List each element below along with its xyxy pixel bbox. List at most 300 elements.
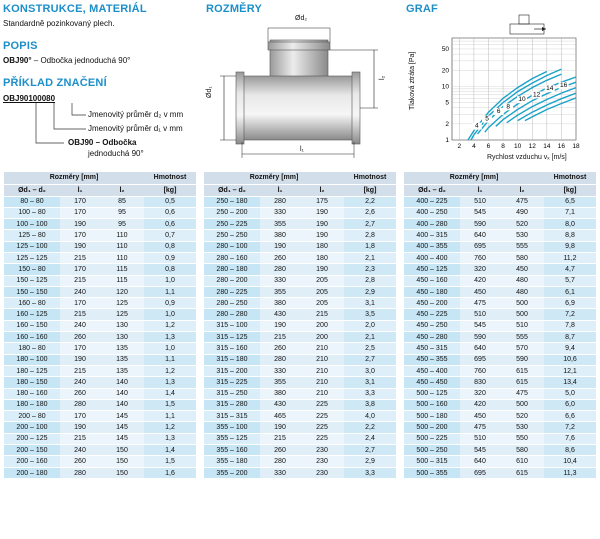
label-d1: Ød₁ (206, 86, 213, 98)
cell-l1: 545 (460, 320, 500, 331)
cell-l2: 115 (100, 264, 144, 275)
table-row (404, 343, 596, 354)
cell-diameters: 315 – 200 (204, 365, 260, 376)
table-row (404, 320, 596, 331)
cell-l2: 590 (500, 354, 544, 365)
cell-l1: 190 (60, 422, 100, 433)
x-tick-label: 16 (557, 143, 566, 150)
cell-diameters: 180 – 160 (4, 388, 60, 399)
cell-l2: 210 (300, 343, 344, 354)
cell-l1: 280 (260, 196, 300, 207)
cell-l1: 330 (260, 467, 300, 478)
cell-l2: 95 (100, 207, 144, 218)
cell-l1: 240 (60, 377, 100, 388)
cell-mass: 2,9 (344, 286, 396, 297)
cell-l2: 480 (500, 286, 544, 297)
y-tick-label: 5 (445, 99, 449, 107)
cell-l1: 190 (260, 241, 300, 252)
cell-mass: 1,3 (144, 433, 196, 444)
cell-diameters: 450 – 250 (404, 320, 460, 331)
cell-diameters: 200 – 180 (4, 467, 60, 478)
cell-l2: 205 (300, 298, 344, 309)
cell-l1: 380 (260, 230, 300, 241)
cell-mass: 7,2 (544, 422, 596, 433)
cell-mass: 12,1 (544, 365, 596, 376)
cell-diameters: 280 – 180 (204, 264, 260, 275)
table-row (404, 207, 596, 218)
cell-l2: 110 (100, 252, 144, 263)
table-row (204, 445, 396, 456)
header-mass: Hmotnost (144, 172, 196, 184)
cell-diameters: 200 – 80 (4, 411, 60, 422)
curve-label: 8 (506, 103, 510, 111)
cell-l1: 475 (460, 298, 500, 309)
cell-diameters: 280 – 280 (204, 309, 260, 320)
cell-diameters: 450 – 160 (404, 275, 460, 286)
cell-diameters: 150 – 80 (4, 264, 60, 275)
table-row (4, 320, 196, 331)
cell-diameters: 125 – 100 (4, 241, 60, 252)
table-row (4, 219, 196, 230)
cell-l1: 260 (60, 456, 100, 467)
cell-diameters: 500 – 355 (404, 467, 460, 478)
table-row (4, 467, 196, 478)
table-row (204, 343, 396, 354)
cell-l1: 190 (260, 422, 300, 433)
cell-l2: 125 (100, 309, 144, 320)
cell-l1: 190 (60, 354, 100, 365)
table-row (4, 207, 196, 218)
cell-diameters: 280 – 225 (204, 286, 260, 297)
cell-diameters: 200 – 125 (4, 433, 60, 444)
cell-l1: 330 (260, 207, 300, 218)
table-row (404, 286, 596, 297)
cell-mass: 2,4 (344, 433, 396, 444)
cell-l2: 210 (300, 365, 344, 376)
cell-diameters: 450 – 355 (404, 354, 460, 365)
cell-diameters: 500 – 160 (404, 399, 460, 410)
table-row (404, 456, 596, 467)
cell-l2: 475 (500, 196, 544, 207)
cell-l1: 355 (260, 377, 300, 388)
dimensions-title: ROZMĚRY (206, 3, 262, 15)
cell-l2: 140 (100, 388, 144, 399)
y-tick-label: 20 (441, 67, 449, 75)
table-row (204, 264, 396, 275)
cell-diameters: 315 – 180 (204, 354, 260, 365)
table-row (4, 377, 196, 388)
cell-l2: 530 (500, 230, 544, 241)
cell-l1: 430 (260, 309, 300, 320)
cell-mass: 1,0 (144, 275, 196, 286)
cell-l1: 420 (460, 275, 500, 286)
cell-l1: 510 (460, 196, 500, 207)
cell-l2: 200 (300, 320, 344, 331)
cell-l1: 420 (460, 399, 500, 410)
table-row (204, 332, 396, 343)
table-row (204, 422, 396, 433)
cell-mass: 4,0 (344, 411, 396, 422)
cell-l2: 500 (500, 298, 544, 309)
table-row (4, 388, 196, 399)
cell-l2: 200 (300, 332, 344, 343)
cell-diameters: 160 – 150 (4, 320, 60, 331)
cell-diameters: 450 – 180 (404, 286, 460, 297)
cell-diameters: 200 – 160 (4, 456, 60, 467)
cell-l2: 225 (300, 433, 344, 444)
cell-diameters: 450 – 280 (404, 332, 460, 343)
annotation-d1: Jmenovitý průměr d₁ v mm (88, 124, 183, 133)
cell-mass: 11,2 (544, 252, 596, 263)
cell-diameters: 500 – 250 (404, 445, 460, 456)
pressure-loss-chart (406, 12, 600, 162)
x-tick-label: 6 (486, 143, 491, 150)
cell-mass: 0,8 (144, 241, 196, 252)
cell-diameters: 125 – 125 (4, 252, 60, 263)
cell-mass: 7,1 (544, 207, 596, 218)
cell-diameters: 100 – 80 (4, 207, 60, 218)
cell-l1: 545 (460, 207, 500, 218)
table-row (4, 196, 196, 207)
cell-l1: 450 (460, 411, 500, 422)
table-row (204, 219, 396, 230)
cell-l1: 170 (60, 264, 100, 275)
table-row (404, 298, 596, 309)
cell-l1: 760 (460, 252, 500, 263)
x-tick-label: 12 (528, 143, 536, 150)
cell-l2: 145 (100, 422, 144, 433)
cell-diameters: 150 – 125 (4, 275, 60, 286)
table-row (204, 467, 396, 478)
cell-mass: 6,6 (544, 411, 596, 422)
table-row (204, 275, 396, 286)
cell-diameters: 280 – 160 (204, 252, 260, 263)
cell-l2: 230 (300, 445, 344, 456)
cell-mass: 9,4 (544, 343, 596, 354)
table-row (4, 332, 196, 343)
cell-diameters: 180 – 150 (4, 377, 60, 388)
table-row (4, 286, 196, 297)
annotation-code: OBJ90 – Odbočka (68, 138, 137, 147)
cell-mass: 2,3 (344, 264, 396, 275)
table-row (404, 377, 596, 388)
cell-l2: 615 (500, 467, 544, 478)
cell-diameters: 500 – 200 (404, 422, 460, 433)
cell-mass: 1,5 (144, 399, 196, 410)
annotation-type: jednoduchá 90° (88, 149, 144, 158)
table-row (404, 332, 596, 343)
cell-l1: 280 (60, 399, 100, 410)
label-l1: l₁ (300, 146, 304, 153)
table-row (404, 196, 596, 207)
curve-label: 10 (518, 96, 526, 104)
cell-l2: 555 (500, 241, 544, 252)
table-row (204, 433, 396, 444)
cell-l2: 145 (100, 411, 144, 422)
cell-diameters: 400 – 315 (404, 230, 460, 241)
cell-l1: 355 (260, 219, 300, 230)
y-tick-label: 50 (441, 46, 449, 54)
cell-l2: 150 (100, 445, 144, 456)
header-l1: l₁ (260, 184, 300, 196)
cell-l1: 760 (460, 365, 500, 376)
cell-mass: 0,9 (144, 252, 196, 263)
cell-l2: 130 (100, 332, 144, 343)
cell-diameters: 450 – 225 (404, 309, 460, 320)
cell-l1: 355 (260, 286, 300, 297)
cell-l1: 320 (460, 264, 500, 275)
cell-diameters: 400 – 280 (404, 219, 460, 230)
cell-l1: 280 (260, 264, 300, 275)
cell-l1: 640 (460, 230, 500, 241)
cell-l1: 330 (260, 275, 300, 286)
cell-mass: 4,7 (544, 264, 596, 275)
cell-l1: 240 (60, 445, 100, 456)
example-code: OBJ90100080 (3, 94, 56, 103)
cell-l2: 95 (100, 219, 144, 230)
header-l2: l₂ (500, 184, 544, 196)
cell-l2: 500 (500, 309, 544, 320)
cell-diameters: 355 – 100 (204, 422, 260, 433)
cell-l1: 280 (260, 354, 300, 365)
cell-mass: 3,1 (344, 377, 396, 388)
table-row (404, 411, 596, 422)
cell-l1: 450 (460, 286, 500, 297)
cell-diameters: 280 – 100 (204, 241, 260, 252)
cell-diameters: 160 – 125 (4, 309, 60, 320)
cell-l1: 190 (260, 320, 300, 331)
cell-l2: 140 (100, 377, 144, 388)
cell-l1: 260 (60, 332, 100, 343)
label-d2: Ød₂ (295, 15, 308, 22)
table-row (4, 354, 196, 365)
table-row (4, 241, 196, 252)
cell-diameters: 355 – 125 (204, 433, 260, 444)
cell-mass: 1,2 (144, 365, 196, 376)
curve-label: 16 (559, 81, 568, 89)
cell-mass: 1,4 (144, 445, 196, 456)
cell-l2: 520 (500, 411, 544, 422)
cell-l2: 225 (300, 422, 344, 433)
cell-diameters: 150 – 150 (4, 286, 60, 297)
cell-mass: 2,8 (344, 230, 396, 241)
cell-diameters: 160 – 80 (4, 298, 60, 309)
cell-l1: 240 (60, 286, 100, 297)
cell-diameters: 250 – 180 (204, 196, 260, 207)
cell-l2: 580 (500, 445, 544, 456)
graph-title: GRAF (406, 3, 438, 15)
cell-diameters: 450 – 125 (404, 264, 460, 275)
cell-diameters: 450 – 200 (404, 298, 460, 309)
table-row (4, 298, 196, 309)
cell-l2: 615 (500, 365, 544, 376)
table-row (404, 354, 596, 365)
cell-mass: 0,5 (144, 196, 196, 207)
description-title: POPIS (3, 40, 38, 52)
table-row (204, 354, 396, 365)
cell-l2: 225 (300, 411, 344, 422)
description-line (3, 56, 130, 66)
cell-l1: 280 (260, 456, 300, 467)
cell-l2: 175 (300, 196, 344, 207)
cell-l2: 130 (100, 320, 144, 331)
header-mass-unit: [kg] (344, 184, 396, 196)
table-row (4, 264, 196, 275)
curve-label: 12 (532, 91, 541, 99)
cell-diameters: 500 – 125 (404, 388, 460, 399)
header-l2: l₂ (100, 184, 144, 196)
cell-l2: 110 (100, 230, 144, 241)
cell-l2: 580 (500, 252, 544, 263)
table-row (404, 365, 596, 376)
cell-mass: 6,5 (544, 196, 596, 207)
table-row (204, 286, 396, 297)
cell-l2: 490 (500, 207, 544, 218)
table-row (4, 411, 196, 422)
dimensions-table-2 (204, 172, 396, 478)
cell-diameters: 160 – 160 (4, 332, 60, 343)
cell-diameters: 315 – 160 (204, 343, 260, 354)
cell-l2: 225 (300, 399, 344, 410)
table-row (4, 343, 196, 354)
cell-diameters: 180 – 125 (4, 365, 60, 376)
cell-mass: 3,0 (344, 365, 396, 376)
cell-mass: 2,7 (344, 445, 396, 456)
header-l1: l₁ (60, 184, 100, 196)
cell-l2: 205 (300, 275, 344, 286)
cell-l2: 115 (100, 275, 144, 286)
cell-l1: 170 (60, 411, 100, 422)
graph-xlabel: Rychlost vzduchu vₓ [m/s] (487, 154, 567, 161)
table-row (204, 252, 396, 263)
cell-l1: 465 (260, 411, 300, 422)
cell-mass: 7,2 (544, 309, 596, 320)
header-dimensions: Rozměry [mm] (4, 172, 144, 184)
table-row (204, 377, 396, 388)
cell-l2: 230 (300, 456, 344, 467)
table-row (204, 230, 396, 241)
cell-mass: 2,7 (344, 354, 396, 365)
cell-mass: 6,0 (544, 399, 596, 410)
header-mass: Hmotnost (344, 172, 396, 184)
cell-mass: 8,6 (544, 445, 596, 456)
cell-mass: 1,6 (144, 467, 196, 478)
table-row (204, 388, 396, 399)
table-row (404, 275, 596, 286)
table-row (204, 320, 396, 331)
cell-mass: 8,0 (544, 219, 596, 230)
cell-l1: 510 (460, 309, 500, 320)
cell-l2: 190 (300, 264, 344, 275)
cell-l2: 570 (500, 343, 544, 354)
cell-mass: 6,9 (544, 298, 596, 309)
cell-mass: 3,3 (344, 467, 396, 478)
table-row (4, 275, 196, 286)
cell-mass: 10,4 (544, 456, 596, 467)
cell-l1: 695 (460, 354, 500, 365)
table-row (404, 230, 596, 241)
cell-l2: 135 (100, 365, 144, 376)
cell-l1: 215 (60, 252, 100, 263)
cell-mass: 6,1 (544, 286, 596, 297)
curve-label: 6 (496, 107, 501, 115)
dimensions-table-1 (4, 172, 196, 478)
cell-mass: 1,3 (144, 377, 196, 388)
cell-l1: 215 (260, 332, 300, 343)
cell-mass: 0,7 (144, 230, 196, 241)
cell-diameters: 450 – 400 (404, 365, 460, 376)
cell-mass: 2,8 (344, 275, 396, 286)
header-l1: l₁ (460, 184, 500, 196)
x-tick-label: 8 (501, 143, 505, 150)
construction-text: Standardně pozinkovaný plech. (3, 19, 115, 28)
table-row (404, 309, 596, 320)
cell-l1: 320 (460, 388, 500, 399)
cell-l2: 210 (300, 354, 344, 365)
table-row (4, 433, 196, 444)
cell-l1: 640 (460, 456, 500, 467)
cell-l2: 150 (100, 456, 144, 467)
cell-l2: 120 (100, 286, 144, 297)
cell-l1: 280 (60, 467, 100, 478)
cell-l1: 510 (460, 433, 500, 444)
duct-pictogram-icon (510, 15, 546, 34)
curve-16 (525, 98, 576, 121)
table-row (404, 241, 596, 252)
table-row (204, 411, 396, 422)
cell-diameters: 315 – 100 (204, 320, 260, 331)
cell-diameters: 180 – 100 (4, 354, 60, 365)
cell-l1: 215 (60, 275, 100, 286)
table-row (204, 298, 396, 309)
table-row (404, 252, 596, 263)
cell-l1: 830 (460, 377, 500, 388)
table-row (404, 388, 596, 399)
fitting-drawing (206, 14, 392, 162)
cell-l2: 210 (300, 388, 344, 399)
cell-l1: 170 (60, 230, 100, 241)
table-row (204, 456, 396, 467)
cell-mass: 8,8 (544, 230, 596, 241)
cell-mass: 1,0 (144, 343, 196, 354)
x-tick-label: 18 (572, 143, 580, 150)
cell-mass: 1,0 (144, 309, 196, 320)
cell-diameters: 355 – 160 (204, 445, 260, 456)
table-row (404, 422, 596, 433)
cell-mass: 0,8 (144, 264, 196, 275)
cell-l1: 380 (260, 298, 300, 309)
cell-mass: 3,5 (344, 309, 396, 320)
table-row (4, 445, 196, 456)
cell-mass: 0,9 (144, 298, 196, 309)
cell-l1: 240 (60, 320, 100, 331)
cell-mass: 1,4 (144, 388, 196, 399)
cell-diameters: 450 – 315 (404, 343, 460, 354)
cell-mass: 2,9 (344, 456, 396, 467)
table-row (404, 433, 596, 444)
cell-mass: 2,2 (344, 422, 396, 433)
cell-l2: 615 (500, 377, 544, 388)
cell-mass: 1,3 (144, 332, 196, 343)
cell-mass: 10,6 (544, 354, 596, 365)
cell-l2: 150 (100, 467, 144, 478)
cell-l1: 330 (260, 365, 300, 376)
cell-mass: 7,6 (544, 433, 596, 444)
cell-diameters: 180 – 180 (4, 399, 60, 410)
cell-mass: 7,8 (544, 320, 596, 331)
dimensions-table-3 (404, 172, 596, 478)
cell-l1: 260 (260, 252, 300, 263)
